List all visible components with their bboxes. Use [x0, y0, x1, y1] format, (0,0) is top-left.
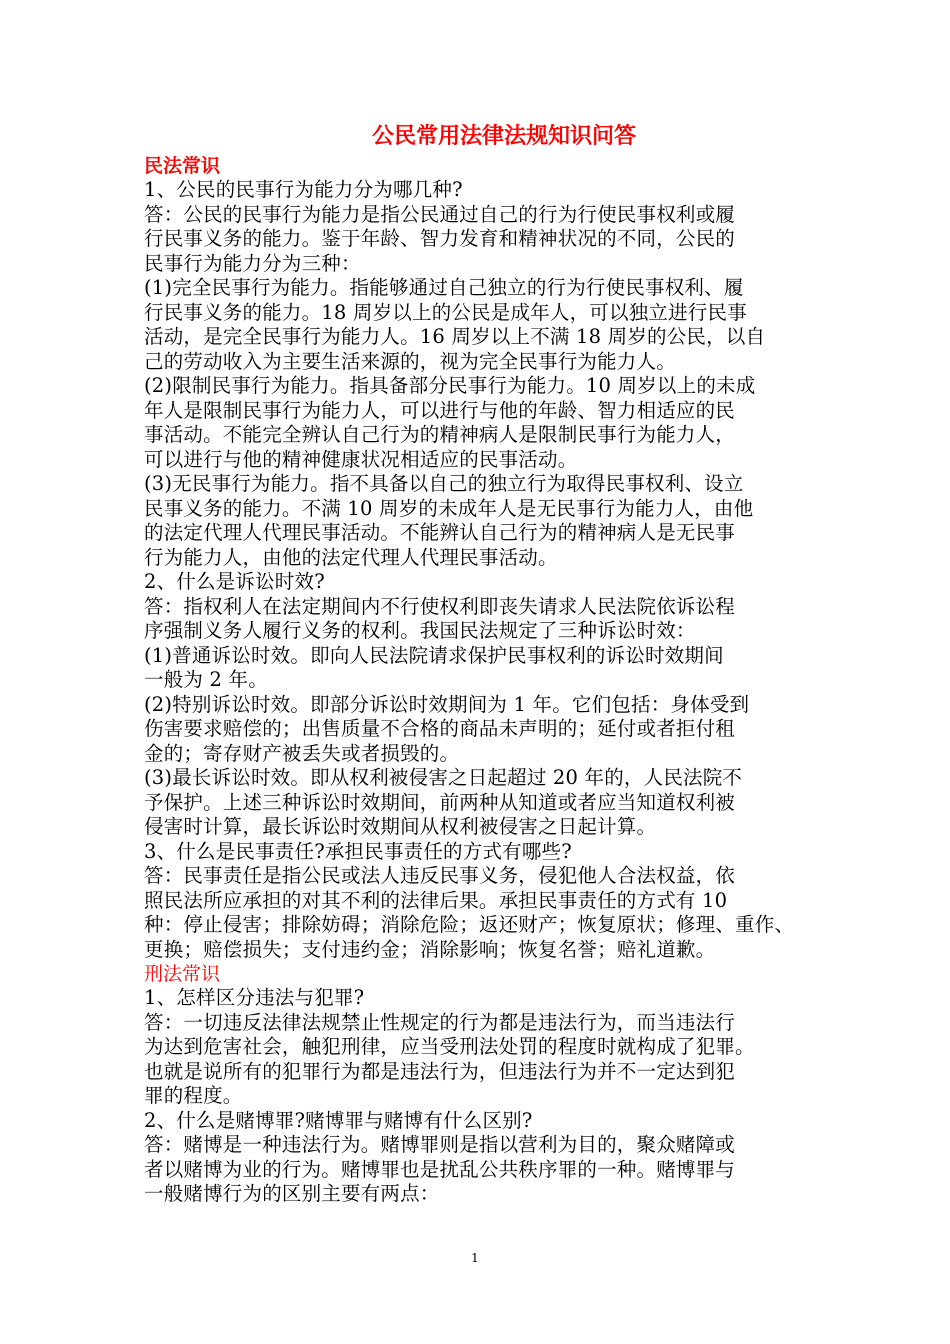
text-line: 种：停止侵害；排除妨碍；消除危险；返还财产；恢复原状；修理、重作、	[144, 913, 795, 936]
text-line: 2、什么是诉讼时效?	[144, 570, 325, 593]
text-line: 序强制义务人履行义务的权利。我国民法规定了三种诉讼时效：	[144, 619, 696, 642]
text-line: 更换；赔偿损失；支付违约金；消除影响；恢复名誉；赔礼道歉。	[144, 937, 716, 961]
text-line: 答：公民的民事行为能力是指公民通过自己的行为行使民事权利或履	[144, 202, 736, 226]
text-line: 1、怎样区分违法与犯罪?	[144, 986, 365, 1009]
text-line: 金的；寄存财产被丢失或者损毁的。	[144, 741, 460, 765]
text-line: (3)无民事行为能力。指不具备以自己的独立行为取得民事权利、设立	[144, 472, 744, 495]
text-line: 的法定代理人代理民事活动。不能辨认自己行为的精神病人是无民事	[144, 521, 736, 544]
text-line: 一般赌博行为的区别主要有两点：	[144, 1182, 440, 1205]
text-line: 己的劳动收入为主要生活来源的，视为完全民事行为能力人。	[144, 349, 676, 373]
text-line: 照民法所应承担的对其不利的法律后果。承担民事责任的方式有 10	[144, 888, 728, 912]
text-line: 民事行为能力分为三种：	[144, 251, 361, 275]
text-line: 答：赌博是一种违法行为。赌博罪则是指以营利为目的，聚众赌障或	[144, 1133, 736, 1156]
text-line: 行为能力人，由他的法定代理人代理民事活动。	[144, 545, 558, 569]
text-line: 活动，是完全民事行为能力人。16 周岁以上不满 18 周岁的公民，以自	[144, 325, 766, 348]
text-line: 伤害要求赔偿的；出售质量不合格的商品未声明的；延付或者拒付租	[144, 717, 736, 740]
page-number: 1	[471, 1251, 479, 1265]
text-line: 2、什么是赌博罪?赌博罪与赌博有什么区别?	[144, 1108, 533, 1132]
text-line: 予保护。上述三种诉讼时效期间，前两种从知道或者应当知道权利被	[144, 790, 736, 814]
text-line: 为达到危害社会，触犯刑律，应当受刑法处罚的程度时就构成了犯罪。	[144, 1035, 755, 1058]
document-title: 公民常用法律法规知识问答	[371, 124, 636, 149]
text-line: 答：民事责任是指公民或法人违反民事义务，侵犯他人合法权益，依	[144, 864, 736, 887]
section-body	[144, 178, 824, 962]
text-line: 1、公民的民事行为能力分为哪几种?	[144, 178, 463, 201]
text-line: 3、什么是民事责任?承担民事责任的方式有哪些?	[144, 839, 572, 863]
section-heading: 民法常识	[144, 155, 221, 177]
text-line: (1)完全民事行为能力。指能够通过自己独立的行为行使民事权利、履	[144, 276, 744, 299]
text-line: 可以进行与他的精神健康状况相适应的民事活动。	[144, 447, 578, 471]
text-line: 事活动。不能完全辨认自己行为的精神病人是限制民事行为能力人，	[144, 423, 736, 446]
section-criminal-law	[144, 962, 824, 1207]
text-line: 答：指权利人在法定期间内不行使权利即丧失请求人民法院依诉讼程	[144, 594, 736, 618]
section-heading: 刑法常识	[144, 963, 221, 985]
text-line: 行民事义务的能力。18 周岁以上的公民是成年人，可以独立进行民事	[144, 300, 747, 324]
text-line: (3)最长诉讼时效。即从权利被侵害之日起超过 20 年的，人民法院不	[144, 766, 743, 789]
text-line: 行民事义务的能力。鉴于年龄、智力发育和精神状况的不同，公民的	[144, 227, 736, 250]
document-page	[144, 120, 824, 1207]
text-line: 一般为 2 年。	[144, 668, 268, 691]
section-civil-law	[144, 154, 824, 962]
text-line: (2)限制民事行为能力。指具备部分民事行为能力。10 周岁以上的未成	[144, 374, 756, 397]
text-line: 年人是限制民事行为能力人，可以进行与他的年龄、智力相适应的民	[144, 398, 736, 422]
text-line: 侵害时计算，最长诉讼时效期间从权利被侵害之日起计算。	[144, 815, 657, 838]
text-line: (2)特别诉讼时效。即部分诉讼时效期间为 1 年。它们包括：身体受到	[144, 692, 750, 716]
section-body	[144, 986, 824, 1207]
text-line: (1)普通诉讼时效。即向人民法院请求保护民事权利的诉讼时效期间	[144, 643, 724, 667]
text-line: 罪的程度。	[144, 1084, 243, 1107]
text-line: 答：一切违反法律法规禁止性规定的行为都是违法行为，而当违法行	[144, 1010, 736, 1034]
text-line: 者以赌博为业的行为。赌博罪也是扰乱公共秩序罪的一种。赌博罪与	[144, 1157, 736, 1181]
text-line: 也就是说所有的犯罪行为都是违法行为，但违法行为并不一定达到犯	[144, 1059, 736, 1083]
text-line: 民事义务的能力。不满 10 周岁的未成年人是无民事行为能力人，由他	[144, 496, 754, 520]
